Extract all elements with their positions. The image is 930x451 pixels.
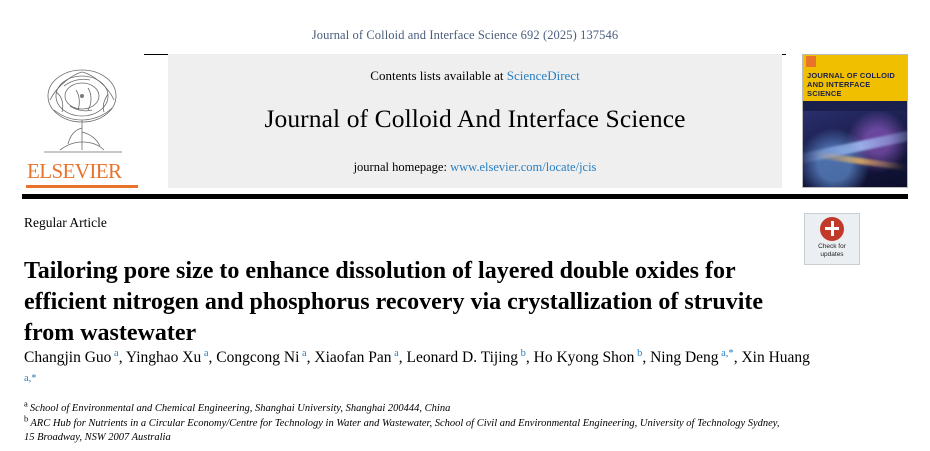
affiliation-marker: b bbox=[24, 413, 31, 423]
journal-homepage-link[interactable]: www.elsevier.com/locate/jcis bbox=[450, 160, 597, 174]
author-list: Changjin Guo $^a$, Yinghao Xu $^a$, Congcong Ni $^a$, Xiaofan Pan $^a$, Leonard D. Tijing $^b$, Ho Kyong Shon $^b$, Ning Deng $^{a,*}$, Xin Huang $^{a,*}$ bbox=[24, 347, 810, 384]
crossmark-line1: Check for bbox=[818, 243, 846, 250]
author-name[interactable]: Ning Deng bbox=[650, 349, 719, 366]
affiliation-text: School of Environmental and Chemical Engineering, Shanghai University, Shanghai 200444, China bbox=[29, 403, 451, 414]
crossmark-label bbox=[818, 243, 846, 258]
masthead-center bbox=[168, 54, 782, 188]
affiliation-row bbox=[24, 398, 784, 417]
crossmark-badge[interactable] bbox=[804, 213, 860, 265]
author-name[interactable]: Xin Huang bbox=[741, 349, 810, 366]
elsevier-mini-logo-icon bbox=[806, 56, 816, 67]
crossmark-line2: updates bbox=[820, 250, 844, 258]
author-name[interactable]: Xiaofan Pan bbox=[314, 349, 392, 366]
cover-top-bar bbox=[803, 55, 907, 69]
author-name[interactable]: Yinghao Xu bbox=[125, 349, 202, 366]
author-affiliation-mark: b bbox=[634, 347, 643, 359]
author-name[interactable]: Leonard D. Tijing bbox=[406, 349, 519, 366]
author-name[interactable]: Changjin Guo bbox=[24, 349, 112, 366]
journal-homepage-line bbox=[354, 160, 597, 175]
journal-cover-thumbnail[interactable] bbox=[802, 54, 908, 188]
author-affiliation-mark: a bbox=[391, 347, 399, 359]
journal-masthead bbox=[22, 54, 908, 188]
author-affiliation-mark: b bbox=[518, 347, 526, 359]
homepage-prefix: journal homepage: bbox=[353, 160, 451, 174]
sciencedirect-link[interactable]: ScienceDirect bbox=[506, 68, 580, 83]
author-affiliation-mark: a,* bbox=[718, 347, 734, 359]
running-head: Journal of Colloid and Interface Science 692 (2025) 137546 bbox=[311, 28, 619, 42]
elsevier-logo bbox=[22, 54, 144, 188]
author-name[interactable]: Congcong Ni bbox=[216, 349, 300, 366]
elsevier-underline bbox=[26, 185, 138, 188]
masthead-bottom-rule bbox=[22, 194, 908, 199]
author-affiliation-mark: a,* bbox=[24, 372, 37, 384]
affiliation-text: ARC Hub for Nutrients in a Circular Economy/Centre for Technology in Water and Wastewater, School of Civil and Environmental Engineering, University of Technology Sydney, 15 Broadway, NSW 2007 Australia bbox=[24, 417, 780, 443]
journal-title: Journal of Colloid And Interface Science bbox=[264, 104, 686, 133]
crossmark-icon bbox=[820, 217, 844, 241]
cover-title: JOURNAL OF COLLOID AND INTERFACE SCIENCE bbox=[803, 69, 907, 101]
elsevier-tree-icon bbox=[30, 66, 134, 158]
page-title: Tailoring pore size to enhance dissolution of layered double oxides for efficient nitrogen and phosphorus recovery via crystallization of struvite from wastewater bbox=[24, 258, 764, 347]
elsevier-wordmark: ELSEVIER bbox=[27, 159, 122, 183]
author-affiliation-mark: a bbox=[299, 347, 307, 359]
page-right-margin bbox=[924, 0, 930, 451]
affiliation-marker: a bbox=[24, 398, 30, 409]
affiliation-row bbox=[24, 413, 784, 446]
contents-prefix: Contents lists available at bbox=[370, 68, 507, 83]
article-type-label: Regular Article bbox=[24, 215, 107, 230]
author-name[interactable]: Ho Kyong Shon bbox=[533, 349, 635, 366]
contents-available-line bbox=[370, 68, 579, 84]
author-affiliation-mark: a bbox=[201, 347, 209, 359]
cover-artwork bbox=[803, 111, 907, 187]
affiliation-list bbox=[24, 398, 784, 446]
author-affiliation-mark: a bbox=[111, 347, 119, 359]
